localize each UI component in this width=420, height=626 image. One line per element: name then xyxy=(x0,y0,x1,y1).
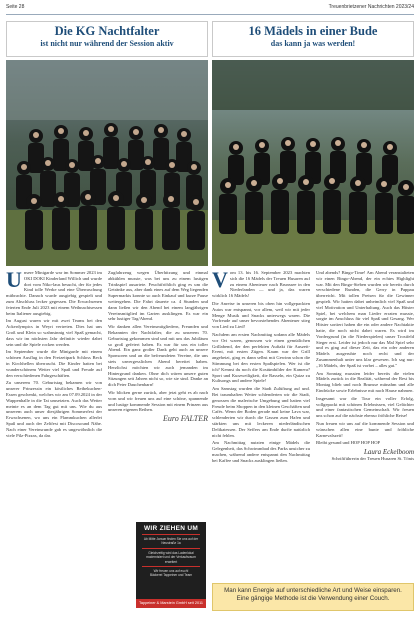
right-article-column-2 xyxy=(316,270,414,580)
left-article-subtitle: ist nicht nur während der Session aktiv xyxy=(40,39,174,48)
moving-advertisement xyxy=(136,522,206,608)
right-col1-paragraph: Die Anreise in unseren bis oben hin vollgepackten Autos war entspannt, vor allem, weil wir mit jeder Menge Musik und Snacks unterwegs waren. Die Vorfreude auf unser bevorstehendes Abenteuer stieg von Lied zu Lied! xyxy=(212,300,310,330)
ad-title: WIR ZIEHEN UM xyxy=(143,525,199,532)
right-col2-paragraph: Bleibt gesund und HOP HOP HOP xyxy=(316,440,381,446)
page-number: Seite 28 xyxy=(6,4,25,10)
ad-divider xyxy=(142,548,200,549)
ad-footer: Tappeiner & Marstein GmbH seit 2011 xyxy=(136,599,206,608)
right-article-column-1 xyxy=(212,270,310,580)
page-header xyxy=(6,4,414,13)
left-headline-box xyxy=(6,21,208,57)
right-col1-paragraph: om 13. bis 16. September 2023 machten sich die 16 Mädels der Treuen Husaren auf zu einem Abenteuer nach Brunssee in den Niederlanden — und ja, das waren wirklich 16 Mädels! xyxy=(212,270,310,299)
group-photo-kg-nachtfalter xyxy=(6,60,208,266)
ad-divider xyxy=(142,534,200,535)
right-article-signature xyxy=(316,450,414,462)
left-col2-paragraph: Zugfahrzeug wegen Überhitzung und einmal abkühlen musste, was bei uns zu einem lustigen Trinkspiel ausartete. Feuchtfröhlich ging es um die Getränke aus, aber dank eines auf dem Weg liegenden Supermarkts konnte so auch Einkauf und kurze Pause weitergehen. Die Fahrt dauerte ca. 4 Stunden und dann ließen wir den Abend bei einem langjährigen Vereinsmitglied im Garten ausklingen. Es war ein sehr lustiger Tag/Abend. xyxy=(108,270,208,322)
right-col1-paragraph: Am Samstag wurden die Stadt Zulüftung auf und. Bei traumhaften Wetter schlenderten wir die Stadt, genossen die malerische Umgebung und hatten viel Freude beim Shoppen in den kleinen Geschäften und Cafés. Wenn der Boden gerade mal keine Lava war, schlenderten wir durch die Gassen zum Hafen und stärkten uns mit leckeren niederländischen Delikatessen. Der Seffers am Ende durfte natürlich nicht fehlen. xyxy=(212,386,310,438)
group-photo-16-maedels xyxy=(212,60,414,266)
right-col1-paragraph: Nachdem am ersten Nachmittag sodann alle Mädels vor Ort waren, genossen wir einen gemütlichen Grillabend, der den perfekten Auftakt für Auszeit-Event, mit ersten Zügen. Kaum war der Grill angeheizt, ging es dann selbst mit Gewinn schon die Stimmung bei den ersten Spaßspielen. Wer ist die ich? Kennst du noch die Kostümbilder der Kamera? Sport und Kurzweiligkeit, die Rasseln, ein Quizz zu Kultsongs und andere Spiele! xyxy=(212,331,310,384)
left-col2-paragraph: Wir blicken gerne zurück, aber jetzt geht es ab nach vorn und wir freuen uns auf eine schöne, spannende und lustige kommende Session mit einem Prinzen aus unseren eigenen Reihen. xyxy=(108,389,208,413)
left-col1-paragraph: nsere Minigarde war im Sommer 2023 im OKI DOKI Kinderland Willich und wurde dort vom Niko-laus besucht, der für jedes Kind tolle Werke und eine Überraschung mitbrachte. Danach wurde ausgiebig gespielt und zum Abschluss lecker gegessen. Die Erwachsenen feierten Ende Juli 2023 mit einem Weihnachtsessen beim Italiener ausgiebig. xyxy=(6,270,102,316)
signature-name: Laura Eckelboom xyxy=(364,448,414,457)
right-col2-paragraph: Und abends? Bingo-Time! Am Abend veranstalteten wir einen Bingo-Abend, der ein echtes Highlight war. Mit den Bingo-Sieben wurden wir bereits durch verschiedene Runden, die Gerry in Pappau überreicht. Mit tollen Preisen für die Gewinner gespielt. Wir hatten dabei unheimlich viel Spaß und viel Motivation und Unterhaltung. Auch das Hitster Spiel, bei welchem man Lieder erraten musste, sorgte im Anschluss für viel Spaß und Gesang. Wer Hitster sortiert haben die ein oder andere Nachtaktie hatte, die noch nicht dabei waren. Es wird im Vordergrund (in die Niederspielen) unser Trostfeld Sieger erst. Leider ist jedoch nur das Mal Spiel sehr und es ging auf dieser Zeit, das ein oder anderen Mädels ausgeruhte noch recht und der Zusammenhalt unter uns klar gewesen. Ich sag nur: „16 Mädels, der Spaß ist vorbei – alles gut." xyxy=(316,270,414,368)
left-article-title: Die KG Nachtfalter xyxy=(54,24,160,38)
ad-line: Gleichzeitig wird das Ladenlokal modernisiert und der Verkaufsraum erweitert xyxy=(146,550,196,564)
left-col2-paragraph: Wir danken allen Vereinsmitgliedern, Freunden und Bekannten der Nachtfalter, die zu unserem 70. Geburtstag gekommen sind und mit uns das Jubiläum so groß gefeiert haben. Es war für uns ein toller Abend. Ein ganz großer Dank geht auch an unsere Sponsoren und an die befreundeten Vereine, die uns stets unvergesslichen Abend bereitet haben. Herzlichst möchten wir auch jemanden im Hintergrund danken. Ohne dich wären unsere guten Sitzungen seit Jahren nicht so, wie sie sind. Danke an dich Peter Dauchenbarn! xyxy=(108,324,208,388)
right-col2-paragraph: Insgesamt war die Tour ein voller Erfolg, vollgepackt mit schönen Erlebnissen, viel Gelächter und einer fantastischen Gemeinschaft. Wir freuen uns schon auf die nächste ebenso fröhliche Reise! xyxy=(316,395,414,419)
left-col1-paragraph: Im September wurde die Minigarde mit einem schönen Ausflug in den Freizeitpark Schloss Beck in Kirchhellen überrascht. Die Kinder hatten bei wunderschönem Wetter viel Spaß und Freude auf den verschiedenen Fahrgeschäften. xyxy=(6,349,102,378)
left-col1-paragraph: Im August waren wir mit zwei Teams bei den Ackerdympics in Weyrt vertreten. Dies hat uns Groß und Klein so wahnsinnig viel Spaß gemacht, dass wir im nächsten Jahr definitiv wieder dabei sein und die Spiele rocken werden. xyxy=(6,318,102,347)
left-article-signature: Euro FALTER xyxy=(163,414,208,424)
right-col1-paragraph: Am Nachmittag nutzten einige Mädels die Gelegenheit, das Schwimmbad des Parks unsicher zu machen, während andere entspannt den Nachmittag bei Kaffee und Snacks ausklingen ließen. xyxy=(212,440,310,463)
ad-line: Bäckerei Tappeiner und Team xyxy=(149,573,193,578)
left-article-dropcap: U xyxy=(6,270,22,292)
left-col1-paragraph: Zu unserem 70. Geburtstag bekamen wir von unserer Prinzessin ein köstliches Reibekuchen-Essen geschenkt, welches wir am 07.09.2024 in der Wappenhalle in die Tat umsetzten. Auch das Wetter meinte es an dem Tag gut mit uns. Wie du aus unserem auch unser diesjährigen Sommerfest der Erwachsenen, wo uns ein Flammkuchen allerlei Spaß und auch der Zeltfest mit Discosound Nähe. Nach einer Vereinsrunde gab es ungewöhnlich die viele Pilz-Pizzas, da das xyxy=(6,380,102,438)
ad-line: Wir freuen uns auf euch! xyxy=(153,569,189,574)
signature-role: Schriftführerin der Treuen Husaren St. Tönis xyxy=(331,455,414,461)
left-article-column-1 xyxy=(6,270,102,610)
note-text: Man kann Energie auf unterschiedliche Art und Weise einsparen. Eine gängige Methode ist die Verwendung einer Couch. xyxy=(224,587,402,602)
ad-line: Ab Mitte Januar finden Sie uns auf der Neustraße 1a xyxy=(143,537,199,546)
publication-name: Treuenbrietzener Nachrichten 2023/24 xyxy=(328,4,414,10)
right-col2-paragraph: Nun freuen wir uns auf die kommende Session und wünschen allen eine bunte und fröhliche Karnevalszeit! xyxy=(316,420,414,438)
left-article-column-2 xyxy=(108,270,208,520)
right-col2-paragraph: Am Sonntag mussten leider bereits die vielen Mädels zurück in die Realität, während der Rest bis Montag blieb und noch Brunsse mitnahm und alle Eindrücke sowie Erlebnisse mit nach Hause nahmen. xyxy=(316,370,414,393)
ad-divider xyxy=(142,566,200,567)
right-headline-box xyxy=(212,21,414,57)
right-article-subtitle: das kann ja was werden! xyxy=(270,39,356,48)
right-article-dropcap: V xyxy=(212,270,228,292)
right-article-title: 16 Mädels in einer Bude xyxy=(248,24,378,38)
header-rule xyxy=(6,14,414,15)
energy-tip-note xyxy=(212,583,414,611)
